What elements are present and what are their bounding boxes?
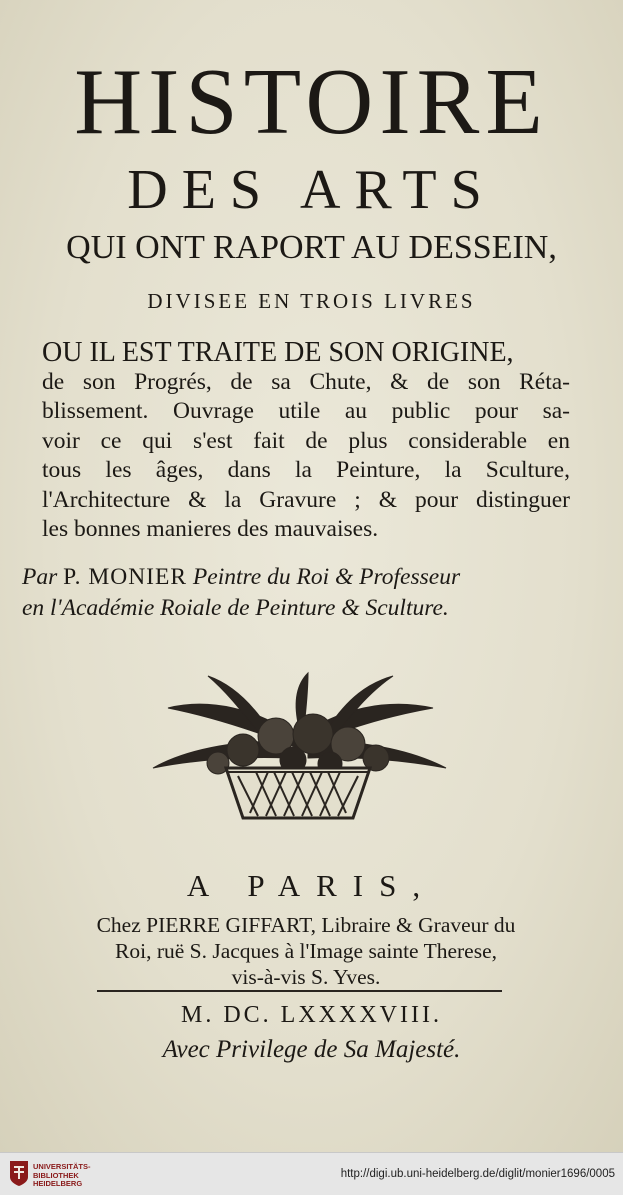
subtitle-livres: DIVISEE EN TROIS LIVRES [147,289,476,313]
author-name: P. MONIER [63,564,188,590]
title-histoire: HISTOIRE [74,50,549,154]
author-prefix: Par [22,564,58,590]
imprint-city: A PARIS, [186,868,437,903]
library-logo-text [33,1163,91,1189]
logo-text-line: HEIDELBERG [33,1179,83,1188]
publisher-block [6,912,606,990]
description-line: les bonnes manieres des mauvaises. [42,516,379,542]
publisher-line: Roi, ruë S. Jacques à l'Image sainte Therese, [115,939,497,963]
description-line: de son Progrés, de sa Chute, & de son Réta- [42,368,570,395]
publisher-line: vis-à-vis S. Yves. [231,965,381,989]
description-line: voir ce qui s'est fait de plus considerable en [42,427,570,454]
viewer-footer [0,1152,623,1195]
permalink-url[interactable]: http://digi.ub.uni-heidelberg.de/diglit/monier1696/0005 [340,1168,615,1180]
subtitle-dessein: QUI ONT RAPORT AU DESSEIN, [66,229,557,266]
description-line: blissement. Ouvrage utile au public pour sa- [42,398,570,424]
library-logo-icon [8,1159,30,1187]
privilege-line: Avec Privilege de Sa Majesté. [162,1036,461,1063]
fruit-basket-ornament [148,668,448,828]
description-line: tous les âges, dans la Peinture, la Sculture, [42,457,570,483]
publication-date: M. DC. LXXXXVIII. [181,1002,442,1028]
logo-text-line: BIBLIOTHEK [33,1170,79,1180]
description-line: OU IL EST TRAITE DE SON ORIGINE, [42,337,514,368]
publisher-line: Chez PIERRE GIFFART, Libraire & Graveur du [96,913,516,937]
divider-rule [97,990,502,992]
logo-text-line: UNIVERSITÄTS- [33,1162,91,1171]
author-role-2: en l'Académie Roiale de Peinture & Sculture. [22,595,449,621]
description-paragraph [42,338,570,545]
author-block [22,562,582,624]
author-role-1: Peintre du Roi & Professeur [192,564,461,590]
author-line-1 [22,562,582,593]
description-line: l'Architecture & la Gravure ; & pour distinguer [42,486,570,513]
title-des-arts: DES ARTS [127,159,496,221]
